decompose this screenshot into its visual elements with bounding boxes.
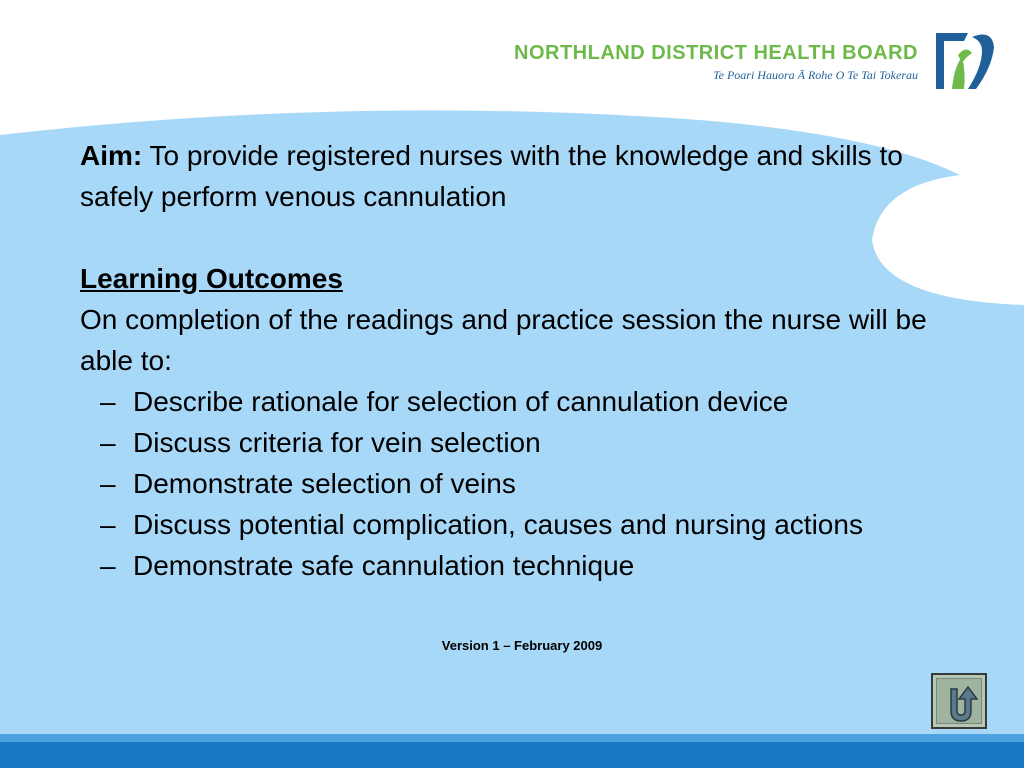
bullet-dash: – [100, 550, 116, 581]
bullet-dash: – [100, 427, 116, 458]
list-item-text: Demonstrate safe cannulation technique [133, 550, 635, 581]
footer-stripe-light [0, 734, 1024, 742]
bullet-dash: – [100, 509, 116, 540]
aim-text: To provide registered nurses with the knowledge and skills to safely perform venous cannulation [80, 140, 903, 212]
slide-content [80, 135, 960, 586]
list-item [80, 545, 960, 586]
learning-outcomes-heading: Learning Outcomes [80, 263, 343, 294]
list-item [80, 463, 960, 504]
list-item-text: Discuss potential complication, causes and nursing actions [133, 509, 863, 540]
list-item [80, 422, 960, 463]
aim-paragraph [80, 135, 960, 217]
version-note: Version 1 – February 2009 [441, 638, 603, 653]
learning-outcomes-list [80, 381, 960, 586]
list-item-text: Describe rationale for selection of cannulation device [133, 386, 789, 417]
organization-logo-text [514, 42, 918, 83]
organization-name: NORTHLAND DISTRICT HEALTH BOARD [514, 42, 918, 64]
learning-outcomes-intro: On completion of the readings and practice session the nurse will be able to: [80, 304, 927, 376]
return-button[interactable] [931, 673, 987, 729]
footer-stripe-dark [0, 742, 1024, 768]
list-item-text: Discuss criteria for vein selection [133, 427, 541, 458]
aim-label: Aim: [80, 140, 143, 171]
list-item-text: Demonstrate selection of veins [133, 468, 516, 499]
organization-subtitle: Te Poari Hauora Ā Rohe O Te Tai Tokerau [713, 68, 918, 82]
bullet-dash: – [100, 386, 116, 417]
ndhb-logo-icon [932, 27, 998, 97]
return-arrow-icon [937, 679, 985, 727]
return-button-face [936, 678, 982, 724]
list-item [80, 381, 960, 422]
bullet-dash: – [100, 468, 116, 499]
list-item [80, 504, 960, 545]
